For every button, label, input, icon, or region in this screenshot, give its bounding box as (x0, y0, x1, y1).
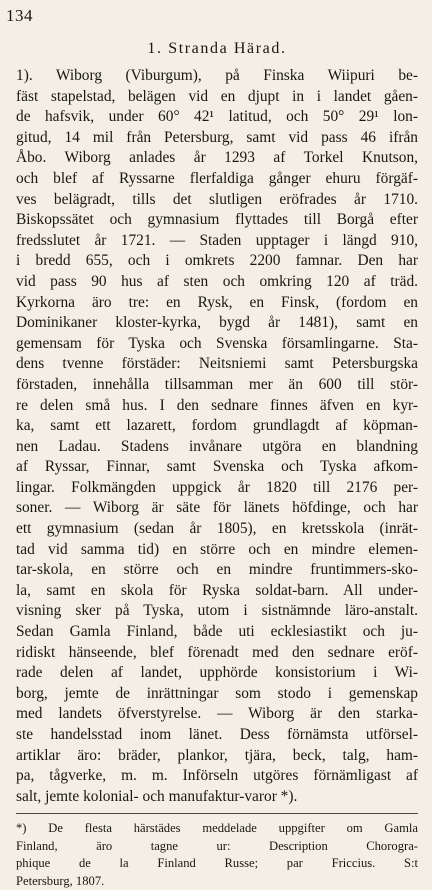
text-line: förstaden, innehålla tillsamman mer än 600 till stör- (16, 375, 418, 393)
text-line: nen Ladau. Stadens invånare utgöra en blandning (16, 437, 418, 455)
text-line: 1). Wiborg (Viburgum), på Finska Wiipuri be- (16, 67, 418, 84)
footnote (16, 820, 418, 890)
text-line: artiklar äro: bräder, plankor, tjära, beck, talg, ham- (16, 746, 418, 764)
text-line: ett gymnasium (sedan år 1805), en kretsskola (inrät- (16, 520, 418, 538)
text-line: i bredd 655, och i omkrets 2200 famnar. Den har (16, 252, 418, 270)
text-line: tad vid samma tid) en större och en mindre elemen- (16, 540, 418, 558)
text-line: ka, samt ett lazarett, fordom grundlagdt af köpman- (16, 417, 418, 435)
text-line: gitud, 14 mil från Petersburg, samt vid pass 46 ifrån (16, 128, 418, 146)
body-text (16, 66, 418, 807)
text-line: tar-skola, en större och en mindre fruntimmers-sko- (16, 561, 418, 579)
text-line: re delen små hus. I den sednare finnes äfven en kyr- (16, 396, 418, 414)
text-line: lingar. Folkmängden uppgick år 1820 till 2176 per- (16, 478, 418, 496)
text-line: soner. — Wiborg är säte för länets höfdinge, och har (16, 499, 418, 517)
text-line: visning sker på Tyska, utom i sistnämnde läro-anstalt. (16, 602, 418, 620)
footnote-line: Finland, äro tagne ur: Description Chorogra- (16, 838, 418, 853)
text-line: fredsslutet år 1721. — Staden upptager i längd 910, (16, 231, 418, 249)
text-line: pa, tågverke, m. m. Införseln utgöres förnämligast af (16, 767, 418, 785)
text-line: Dominikaner kloster-kyrka, bygd år 1481), samt en (16, 314, 418, 332)
footnote-line: *) De flesta härstädes meddelade uppgifter om Gamla (16, 821, 418, 836)
footnote-line: phique de la Finland Russe; par Friccius. S:t (16, 856, 418, 871)
text-line: Åbo. Wiborg anlades år 1293 af Torkel Knutson, (16, 149, 418, 167)
text-line: dens tvenne förstäder: Neitsniemi samt Petersburgska (16, 355, 418, 373)
text-line: borg, jemte de inrättningar som stodo i gemenskap (16, 684, 418, 702)
text-line: Biskopssätet och gymnasium flyttades till Borgå efter (16, 211, 418, 229)
text-line: ves belägradt, tills det slutligen eröfrades år 1710. (16, 190, 418, 208)
page-number: 134 (6, 6, 33, 25)
text-line: fäst stapelstad, belägen vid en djupt in i landet gåen- (16, 87, 418, 105)
text-line: af Ryssar, Finnar, samt Svenska och Tyska afkom- (16, 458, 418, 476)
text-line: ste handelsstad inom länet. Dess förnämsta utförsel- (16, 726, 418, 743)
footnote-line: Petersburg, 1807. (16, 873, 105, 888)
text-line: rade delen af landet, upphörde konsistorium i Wi- (16, 664, 418, 682)
text-line: salt, jemte kolonial- och manufaktur-varor *). (16, 787, 298, 805)
footnote-divider (16, 813, 418, 814)
text-line: Sedan Gamla Finland, både uti ecklesiastikt och ju- (16, 623, 418, 641)
text-line: och blef af Ryssarne flerfaldiga gånger ehuru förgäf- (16, 169, 418, 187)
text-line: ridiskt hänseende, blef förenadt med den sednare eröf- (16, 643, 418, 661)
text-line: la, samt en skola för Ryska soldat-barn. All under- (16, 581, 418, 599)
text-line: gemensam för Tyska och Svenska församlingarne. Sta- (16, 334, 418, 352)
text-line: vid pass 90 hus af sten och omkring 120 af träd. (16, 272, 418, 290)
text-line: med landets öfverstyrelse. — Wiborg är den starka- (16, 705, 418, 723)
text-line: de hafsvik, under 60° 42¹ latitud, och 50° 29¹ lon- (16, 108, 418, 126)
text-line: Kyrkorna äro tre: en Rysk, en Finsk, (fordom en (16, 293, 418, 311)
section-heading: 1. Stranda Härad. (147, 40, 287, 57)
